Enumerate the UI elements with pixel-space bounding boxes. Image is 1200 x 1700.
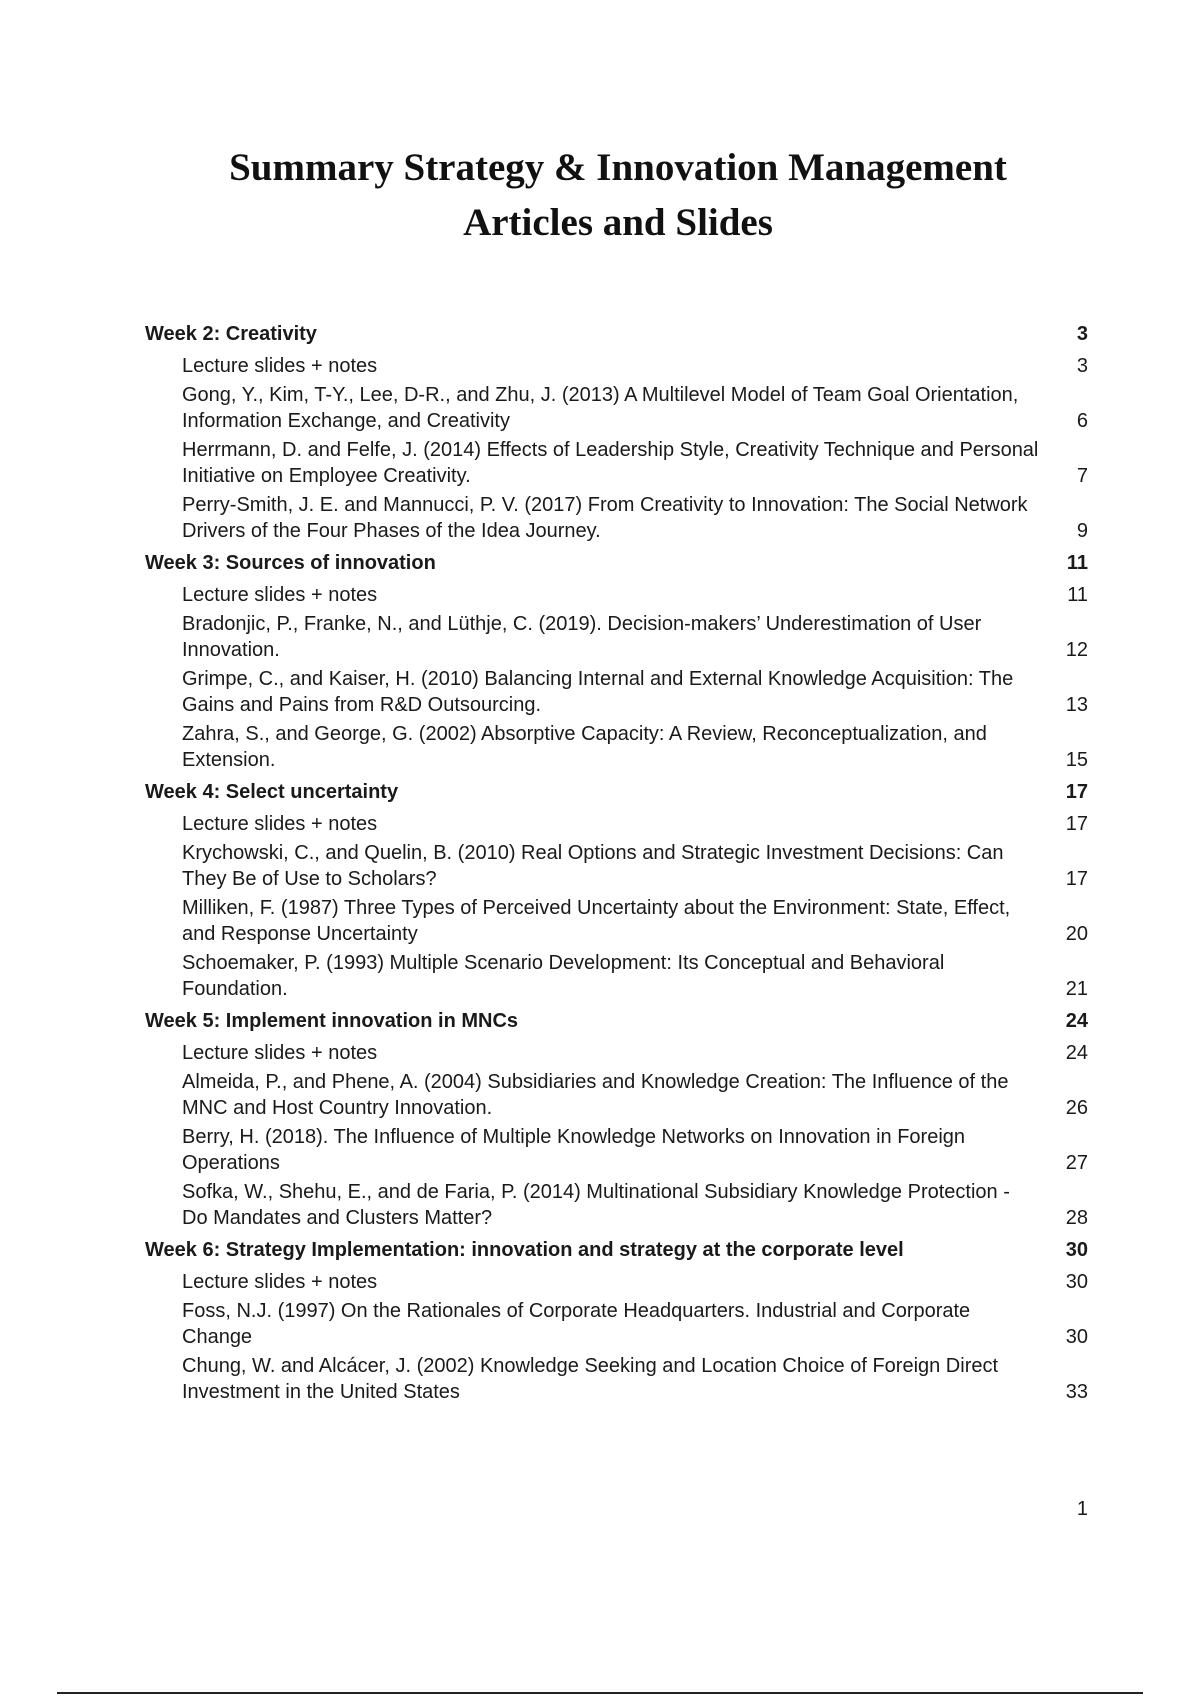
toc-entry[interactable]	[145, 950, 1088, 1002]
toc-week-page: 30	[1065, 1239, 1088, 1261]
toc-week-page: 3	[1076, 323, 1088, 345]
toc-entry-page: 21	[1065, 978, 1088, 1000]
toc-week-heading[interactable]	[145, 547, 1088, 579]
toc-week-title: Week 3: Sources of innovation	[145, 552, 436, 574]
toc-entry[interactable]	[145, 1069, 1088, 1121]
toc-entry[interactable]	[145, 895, 1088, 947]
toc-entry-page: 3	[1076, 355, 1088, 377]
toc-entry[interactable]	[145, 382, 1088, 434]
toc-entry-title: Perry-Smith, J. E. and Mannucci, P. V. (2017) From Creativity to Innovation: The Social Network Drivers of the Four Phases of the Idea Journey.	[182, 494, 1028, 542]
table-of-contents	[145, 318, 1088, 1408]
toc-entry[interactable]	[145, 1179, 1088, 1231]
toc-entry-page: 27	[1065, 1152, 1088, 1174]
toc-entry-title: Milliken, F. (1987) Three Types of Perceived Uncertainty about the Environment: State, Effect, and Response Uncertainty	[182, 897, 1011, 945]
document-subtitle: Articles and Slides	[463, 201, 773, 244]
toc-entry[interactable]	[145, 1269, 1088, 1295]
toc-entry-title: Almeida, P., and Phene, A. (2004) Subsidiaries and Knowledge Creation: The Influence of the MNC and Host Country Innovation.	[182, 1071, 1009, 1119]
toc-entry[interactable]	[145, 1040, 1088, 1066]
toc-entry[interactable]	[145, 811, 1088, 837]
toc-entry-title: Lecture slides + notes	[182, 355, 378, 377]
toc-entry-page: 17	[1065, 813, 1088, 835]
toc-entry[interactable]	[145, 666, 1088, 718]
toc-entry-page: 24	[1065, 1042, 1088, 1064]
toc-entry-page: 20	[1065, 923, 1088, 945]
toc-week-heading[interactable]	[145, 1234, 1088, 1266]
toc-entry-page: 28	[1065, 1207, 1088, 1229]
toc-entry-title: Foss, N.J. (1997) On the Rationales of Corporate Headquarters. Industrial and Corporate Change	[182, 1300, 971, 1348]
toc-entry-page: 11	[1067, 584, 1088, 606]
toc-entry[interactable]	[145, 721, 1088, 773]
toc-entry[interactable]	[145, 840, 1088, 892]
toc-week-page: 24	[1065, 1010, 1088, 1032]
toc-week-title: Week 4: Select uncertainty	[145, 781, 399, 803]
toc-week-title: Week 5: Implement innovation in MNCs	[145, 1010, 519, 1032]
toc-entry-title: Krychowski, C., and Quelin, B. (2010) Real Options and Strategic Investment Decisions: Can They Be of Use to Scholars?	[182, 842, 1004, 890]
toc-entry[interactable]	[145, 1353, 1088, 1405]
toc-week-page: 11	[1066, 552, 1088, 574]
toc-week-page: 17	[1065, 781, 1088, 803]
toc-week-heading[interactable]	[145, 1005, 1088, 1037]
toc-entry-page: 6	[1076, 410, 1088, 432]
toc-entry-title: Sofka, W., Shehu, E., and de Faria, P. (2014) Multinational Subsidiary Knowledge Protection - Do Mandates and Clusters Matter?	[182, 1181, 1010, 1229]
toc-week-heading[interactable]	[145, 318, 1088, 350]
toc-entry-title: Schoemaker, P. (1993) Multiple Scenario Development: Its Conceptual and Behavioral Foundation.	[182, 952, 945, 1000]
document-title: Summary Strategy & Innovation Management	[229, 146, 1007, 189]
toc-week-title: Week 2: Creativity	[145, 323, 317, 345]
toc-entry[interactable]	[145, 1298, 1088, 1350]
toc-entry-page: 13	[1065, 694, 1088, 716]
toc-entry-title: Chung, W. and Alcácer, J. (2002) Knowledge Seeking and Location Choice of Foreign Direct Investment in the United States	[182, 1355, 999, 1403]
toc-entry-title: Lecture slides + notes	[182, 813, 378, 835]
toc-entry-title: Herrmann, D. and Felfe, J. (2014) Effects of Leadership Style, Creativity Technique and Personal Initiative on Employee Creativity.	[182, 439, 1039, 487]
toc-entry-title: Lecture slides + notes	[182, 1271, 378, 1293]
toc-entry-page: 15	[1065, 749, 1088, 771]
toc-entry-page: 7	[1076, 465, 1088, 487]
toc-week-title: Week 6: Strategy Implementation: innovation and strategy at the corporate level	[145, 1239, 904, 1261]
toc-entry-page: 33	[1065, 1381, 1088, 1403]
toc-entry[interactable]	[145, 582, 1088, 608]
toc-entry-page: 30	[1065, 1271, 1088, 1293]
toc-entry-title: Gong, Y., Kim, T-Y., Lee, D-R., and Zhu, J. (2013) A Multilevel Model of Team Goal Orientation, Information Exchange, and Creativity	[182, 384, 1019, 432]
toc-entry-page: 26	[1065, 1097, 1088, 1119]
toc-entry-title: Lecture slides + notes	[182, 584, 378, 606]
toc-entry[interactable]	[145, 611, 1088, 663]
toc-entry-title: Zahra, S., and George, G. (2002) Absorptive Capacity: A Review, Reconceptualization, and Extension.	[182, 723, 987, 771]
toc-entry-title: Grimpe, C., and Kaiser, H. (2010) Balancing Internal and External Knowledge Acquisition: The Gains and Pains from R&D Outsourcing.	[182, 668, 1014, 716]
toc-entry-page: 9	[1076, 520, 1088, 542]
toc-week-heading[interactable]	[145, 776, 1088, 808]
toc-entry[interactable]	[145, 1124, 1088, 1176]
page-number: 1	[1076, 1498, 1088, 1520]
toc-entry[interactable]	[145, 492, 1088, 544]
toc-entry[interactable]	[145, 437, 1088, 489]
toc-entry-title: Lecture slides + notes	[182, 1042, 378, 1064]
toc-entry-page: 30	[1065, 1326, 1088, 1348]
toc-entry-title: Bradonjic, P., Franke, N., and Lüthje, C. (2019). Decision-makers’ Underestimation of User Innovation.	[182, 613, 982, 661]
bottom-divider	[57, 1692, 1143, 1694]
toc-entry[interactable]	[145, 353, 1088, 379]
toc-entry-title: Berry, H. (2018). The Influence of Multiple Knowledge Networks on Innovation in Foreign Operations	[182, 1126, 966, 1174]
toc-entry-page: 17	[1065, 868, 1088, 890]
toc-entry-page: 12	[1065, 639, 1088, 661]
